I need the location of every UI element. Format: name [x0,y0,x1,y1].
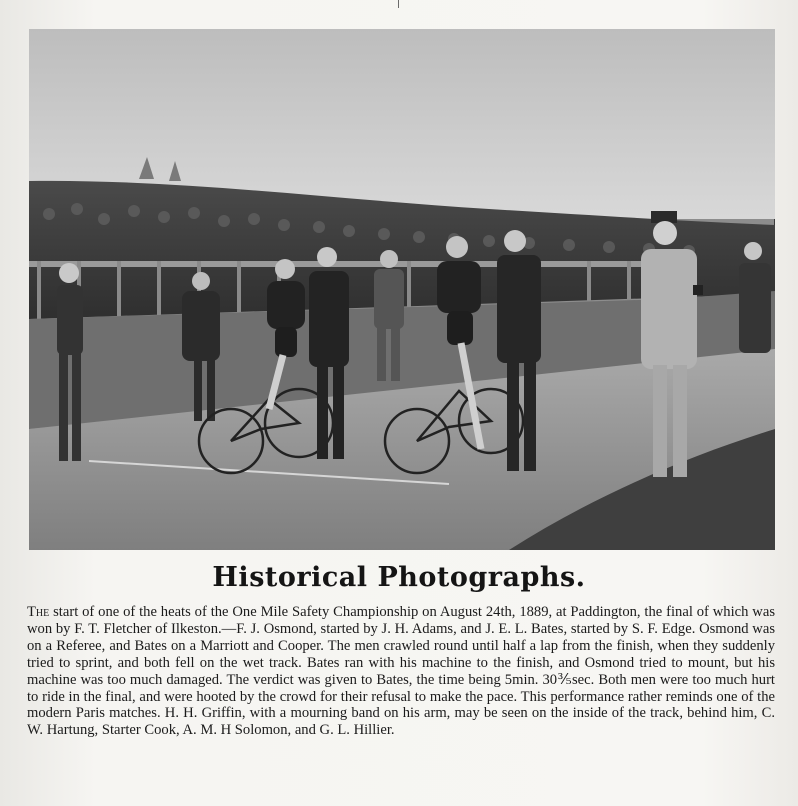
photo-caption [27,604,775,739]
caption-body: start of one of the heats of the One Mile Safety Championship on August 24th, 1889, at Paddington, the final of which was won by F. T. Fletcher of Ilkeston.—F. J. Osmond, started by J. H. Adams, and J. E. L. Bates, started by S. F. Edge. Osmond was on a Referee, and Bates on a Marriott and Cooper. The men crawled round until half a lap from the finish, when they suddenly tried to sprint, and both fell on the wet track. Bates ran with his machine to the finish, and Osmond tried to mount, but his machine was too much damaged. The verdict was given to Bates, the time being 5min. 30⅗sec. Both men were too much hurt to ride in the final, and were hooted by the crowd for their refusal to make the pace. This performance rather reminds one of the modern Paris matches. H. H. Griffin, with a mourning band on his arm, may be seen on the inside of the track, behind him, C. W. Hartung, Starter Cook, A. M. H Solomon, and G. L. Hillier. [27,604,775,739]
page-edge-mark [398,0,399,8]
photograph-illustration [29,29,775,550]
historical-photograph [29,29,775,550]
caption-lead-word: The [27,604,50,620]
section-heading: Historical Photographs. [212,562,586,593]
